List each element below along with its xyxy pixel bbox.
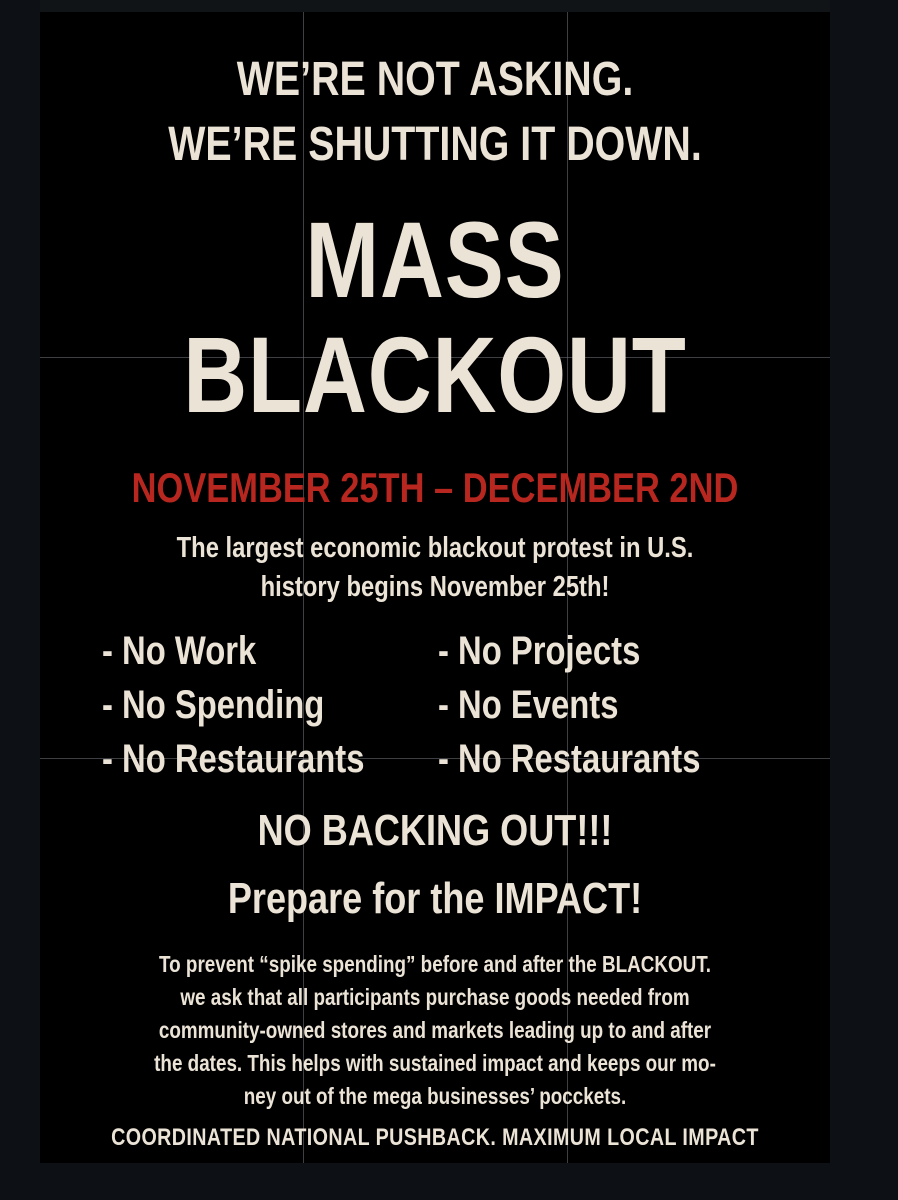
list-item-no-restaurants-2: - No Restaurants: [438, 737, 701, 781]
headline-line-1: WE’RE NOT ASKING.: [236, 53, 634, 106]
list-item-no-events: - No Events: [438, 683, 619, 727]
no-backing-out: NO BACKING OUT!!!: [257, 806, 613, 855]
list-item-no-restaurants: - No Restaurants: [102, 737, 365, 781]
list-item-no-projects: - No Projects: [438, 629, 641, 673]
prepare-impact: Prepare for the IMPACT!: [227, 874, 643, 923]
title-blackout: BLACKOUT: [183, 314, 687, 435]
subtitle-line-1: The largest economic blackout protest in U.S.: [176, 532, 694, 564]
body-line-1: To prevent “spike spending” before and after the BLACKOUT.: [159, 951, 711, 977]
headline-line-2: WE’RE SHUTTING IT DOWN.: [168, 118, 702, 171]
top-bar: [40, 0, 830, 12]
list-item-no-spending: - No Spending: [102, 683, 325, 727]
subtitle-line-2: history begins November 25th!: [260, 571, 610, 603]
body-line-5: ney out of the mega businesses’ pocckets.: [243, 1083, 627, 1109]
body-line-2: we ask that all participants purchase goods needed from: [180, 984, 690, 1010]
body-line-3: community-owned stores and markets leading up to and after: [158, 1017, 712, 1043]
body-line-4: the dates. This helps with sustained impact and keeps our mo-: [154, 1050, 716, 1076]
list-item-no-work: - No Work: [102, 629, 257, 673]
date-range: NOVEMBER 25TH – DECEMBER 2ND: [131, 464, 739, 511]
footer-slogan: COORDINATED NATIONAL PUSHBACK. MAXIMUM LOCAL IMPACT: [111, 1124, 759, 1151]
title-mass: MASS: [305, 199, 565, 320]
poster: [40, 0, 830, 1163]
